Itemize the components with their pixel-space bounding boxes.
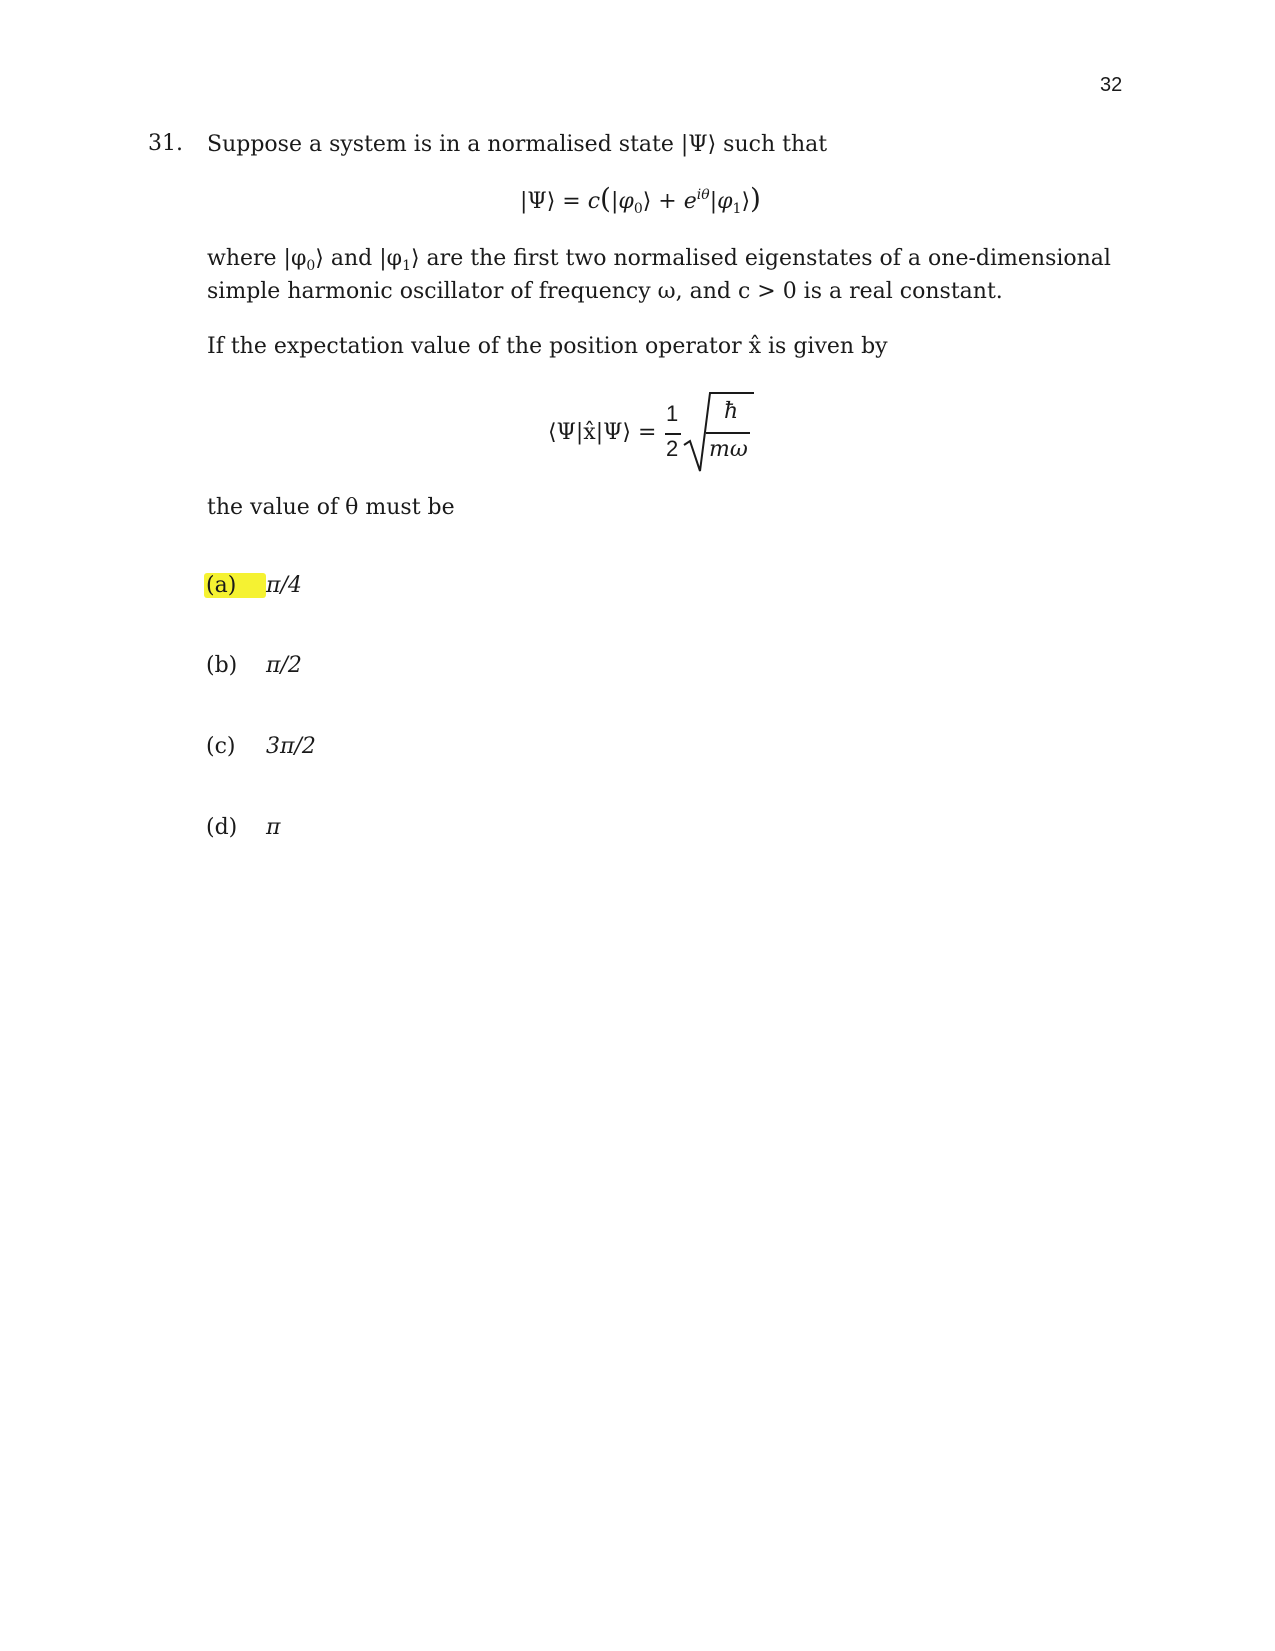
expectation-intro: If the expectation value of the position operator x̂ is given by <box>207 334 888 359</box>
eq1-ket1: |φ <box>709 189 733 214</box>
eq2-frac-denominator: 2 <box>666 436 679 461</box>
option-a[interactable] <box>204 573 302 598</box>
eq1-ket0-close: ⟩ + <box>642 189 684 214</box>
eq1-lhs: |Ψ⟩ = <box>520 189 588 214</box>
option-a-label: (a) <box>204 573 266 598</box>
para2-line2: simple harmonic oscillator of frequency ω, and c > 0 is a real constant. <box>207 279 1003 304</box>
eq2-sqrt-denominator: mω <box>709 437 748 462</box>
para2-text-b: ⟩ and |φ <box>315 246 403 271</box>
para2-text-c: ⟩ are the first two normalised eigenstates of a one-dimensional <box>410 246 1111 271</box>
eq2-frac-bar <box>665 433 681 435</box>
option-b[interactable] <box>204 653 302 678</box>
question-prompt: the value of θ must be <box>207 495 455 520</box>
eq1-ket0: |φ <box>610 189 634 214</box>
option-b-label: (b) <box>206 653 238 678</box>
eq1-e: e <box>683 189 697 214</box>
para2-text-a: where |φ <box>207 246 307 271</box>
state-equation <box>520 182 761 217</box>
option-b-value: π/2 <box>266 653 302 678</box>
eq2-sqrt-frac-bar <box>706 432 750 434</box>
option-c-value: 3π/2 <box>266 734 316 759</box>
option-d[interactable] <box>204 815 280 840</box>
eq1-open-paren: ( <box>600 182 611 215</box>
eq2-lhs: ⟨Ψ|x̂|Ψ⟩ = <box>548 420 657 445</box>
para2-line1 <box>207 245 1111 278</box>
option-d-value: π <box>266 815 281 840</box>
page-number: 32 <box>1100 74 1123 96</box>
eq2-frac-numerator: 1 <box>666 401 679 426</box>
eq1-sub1: 1 <box>732 201 742 217</box>
eq1-c: c <box>587 189 601 214</box>
para2-sub0: 0 <box>306 258 316 274</box>
eq1-exponent: iθ <box>696 187 710 203</box>
eq1-ket1-close: ⟩ <box>741 189 751 214</box>
eigenstate-description <box>207 245 1111 311</box>
option-a-value: π/4 <box>266 573 302 598</box>
eq1-sub0: 0 <box>633 201 643 217</box>
option-c[interactable] <box>204 734 316 759</box>
eq1-close-paren: ) <box>750 182 761 215</box>
para2-sub1: 1 <box>402 258 411 274</box>
option-d-label: (d) <box>206 815 238 840</box>
eq2-sqrt-numerator: ħ <box>724 399 739 424</box>
question-number: 31. <box>148 131 183 156</box>
option-c-label: (c) <box>206 734 236 759</box>
question-stem: Suppose a system is in a normalised state |Ψ⟩ such that <box>207 132 828 157</box>
